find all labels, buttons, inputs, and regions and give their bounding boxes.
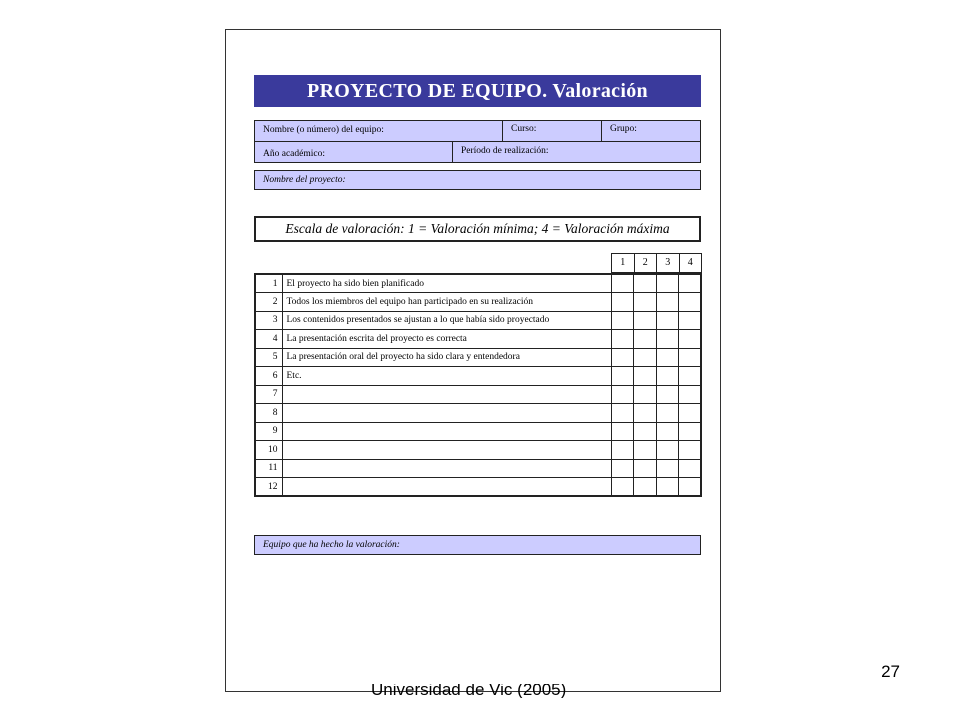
- score-cell-3[interactable]: [656, 311, 679, 330]
- score-cell-4[interactable]: [679, 441, 702, 460]
- item-number: 4: [255, 330, 282, 349]
- item-text: [282, 422, 611, 441]
- table-row: [255, 274, 701, 293]
- score-cell-2[interactable]: [634, 404, 657, 423]
- table-row: [255, 330, 701, 349]
- score-cell-1[interactable]: [611, 311, 634, 330]
- score-cell-2[interactable]: [634, 330, 657, 349]
- table-row: [255, 367, 701, 386]
- score-cell-3[interactable]: [656, 274, 679, 293]
- score-cell-3[interactable]: [656, 293, 679, 312]
- evaluator-label: Equipo que ha hecho la valoración:: [263, 540, 400, 550]
- score-cell-2[interactable]: [634, 459, 657, 478]
- score-cell-3[interactable]: [656, 330, 679, 349]
- form-title: [254, 75, 701, 107]
- score-cell-2[interactable]: [634, 441, 657, 460]
- scale-header-3: 3: [657, 254, 680, 273]
- score-cell-4[interactable]: [679, 330, 702, 349]
- score-cell-3[interactable]: [656, 385, 679, 404]
- score-cell-1[interactable]: [611, 478, 634, 497]
- scale-header-4: 4: [679, 254, 702, 273]
- item-number: 3: [255, 311, 282, 330]
- table-row: [255, 293, 701, 312]
- rating-scale-text: Escala de valoración: 1 = Valoración mínima; 4 = Valoración máxima: [285, 221, 670, 236]
- score-cell-1[interactable]: [611, 274, 634, 293]
- score-cell-1[interactable]: [611, 367, 634, 386]
- team-name-field[interactable]: [254, 120, 503, 142]
- score-cell-1[interactable]: [611, 422, 634, 441]
- table-row: [255, 422, 701, 441]
- score-cell-2[interactable]: [634, 293, 657, 312]
- score-cell-1[interactable]: [611, 385, 634, 404]
- table-row: [255, 478, 701, 497]
- item-number: 5: [255, 348, 282, 367]
- score-cell-4[interactable]: [679, 348, 702, 367]
- table-row: [255, 459, 701, 478]
- score-cell-4[interactable]: [679, 274, 702, 293]
- score-cell-1[interactable]: [611, 459, 634, 478]
- score-cell-4[interactable]: [679, 385, 702, 404]
- slide-footer-text: Universidad de Vic (2005): [371, 684, 567, 698]
- item-text: Los contenidos presentados se ajustan a lo que había sido proyectado: [282, 311, 611, 330]
- score-cell-3[interactable]: [656, 367, 679, 386]
- item-text: Todos los miembros del equipo han participado en su realización: [282, 293, 611, 312]
- evaluator-field[interactable]: [254, 535, 701, 555]
- item-text: El proyecto ha sido bien planificado: [282, 274, 611, 293]
- item-number: 2: [255, 293, 282, 312]
- academic-year-label: Año académico:: [263, 149, 325, 159]
- score-cell-2[interactable]: [634, 311, 657, 330]
- score-cell-2[interactable]: [634, 348, 657, 367]
- academic-year-field[interactable]: [254, 141, 453, 163]
- rating-items-table: [254, 273, 702, 497]
- score-cell-4[interactable]: [679, 367, 702, 386]
- item-number: 11: [255, 459, 282, 478]
- score-cell-3[interactable]: [656, 404, 679, 423]
- slide-footer: [371, 684, 591, 698]
- score-cell-4[interactable]: [679, 422, 702, 441]
- score-cell-4[interactable]: [679, 293, 702, 312]
- score-cell-4[interactable]: [679, 459, 702, 478]
- table-row: [255, 441, 701, 460]
- score-cell-2[interactable]: [634, 422, 657, 441]
- score-cell-3[interactable]: [656, 348, 679, 367]
- period-label: Período de realización:: [461, 146, 549, 156]
- item-number: 6: [255, 367, 282, 386]
- item-text: Etc.: [282, 367, 611, 386]
- team-name-label: Nombre (o número) del equipo:: [263, 125, 384, 135]
- item-number: 10: [255, 441, 282, 460]
- score-cell-1[interactable]: [611, 330, 634, 349]
- course-field[interactable]: [502, 120, 602, 142]
- score-cell-4[interactable]: [679, 478, 702, 497]
- item-number: 1: [255, 274, 282, 293]
- score-cell-1[interactable]: [611, 404, 634, 423]
- form-title-text: PROYECTO DE EQUIPO. Valoración: [307, 79, 648, 102]
- score-cell-4[interactable]: [679, 311, 702, 330]
- group-field[interactable]: [601, 120, 701, 142]
- score-cell-1[interactable]: [611, 348, 634, 367]
- score-cell-3[interactable]: [656, 478, 679, 497]
- item-number: 7: [255, 385, 282, 404]
- item-text: La presentación escrita del proyecto es correcta: [282, 330, 611, 349]
- score-cell-1[interactable]: [611, 293, 634, 312]
- scale-header-row: [611, 253, 702, 273]
- table-row: [255, 404, 701, 423]
- item-text: [282, 459, 611, 478]
- course-label: Curso:: [511, 124, 537, 134]
- item-text: [282, 385, 611, 404]
- project-name-field[interactable]: [254, 170, 701, 190]
- item-number: 8: [255, 404, 282, 423]
- period-field[interactable]: [452, 141, 701, 163]
- score-cell-2[interactable]: [634, 385, 657, 404]
- item-text: [282, 441, 611, 460]
- score-cell-3[interactable]: [656, 422, 679, 441]
- table-row: [255, 311, 701, 330]
- item-text: La presentación oral del proyecto ha sido clara y entendedora: [282, 348, 611, 367]
- item-text: [282, 404, 611, 423]
- item-number: 9: [255, 422, 282, 441]
- table-row: [255, 385, 701, 404]
- rating-scale-box: [254, 216, 701, 242]
- project-name-label: Nombre del proyecto:: [263, 175, 346, 185]
- page-number: 27: [881, 662, 900, 681]
- score-cell-2[interactable]: [634, 274, 657, 293]
- score-cell-1[interactable]: [611, 441, 634, 460]
- score-cell-2[interactable]: [634, 367, 657, 386]
- group-label: Grupo:: [610, 124, 637, 134]
- item-text: [282, 478, 611, 497]
- score-cell-2[interactable]: [634, 478, 657, 497]
- score-cell-3[interactable]: [656, 441, 679, 460]
- score-cell-4[interactable]: [679, 404, 702, 423]
- table-row: [255, 348, 701, 367]
- scale-header-2: 2: [634, 254, 657, 273]
- scale-header-1: 1: [612, 254, 635, 273]
- score-cell-3[interactable]: [656, 459, 679, 478]
- item-number: 12: [255, 478, 282, 497]
